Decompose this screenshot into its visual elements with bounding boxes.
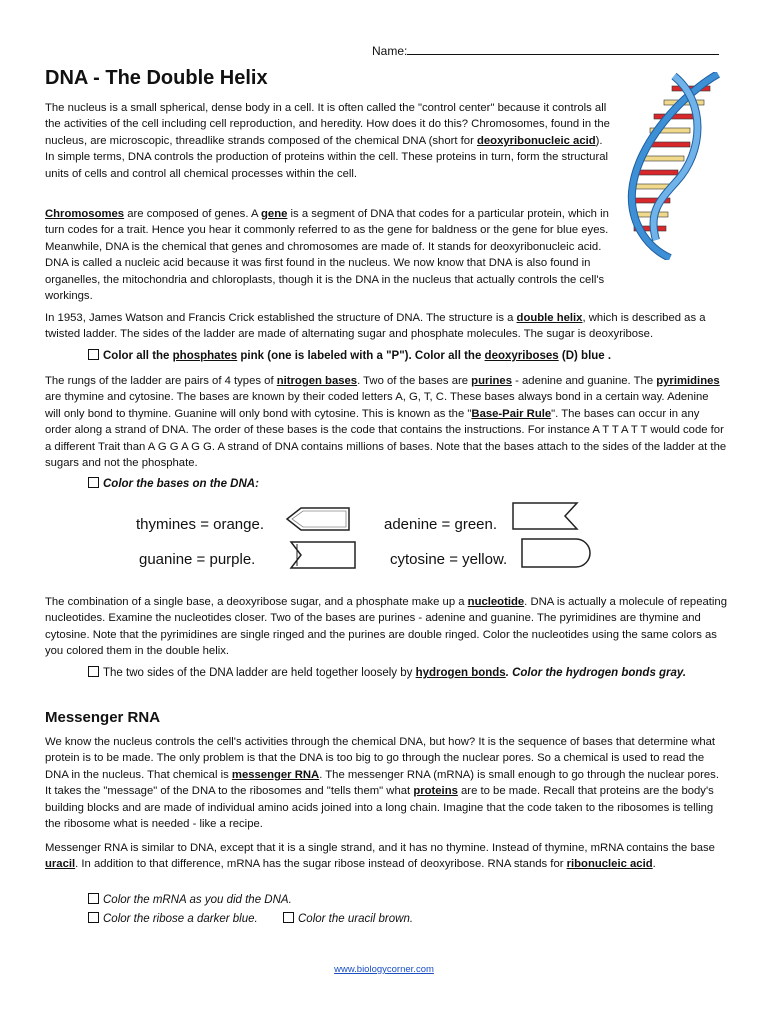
text-run: pink (one is labeled with a "P"). Color all the bbox=[237, 350, 485, 362]
term-base-pair-rule: Base-Pair Rule bbox=[471, 407, 552, 420]
checkbox[interactable] bbox=[88, 349, 99, 360]
text-run: The two sides of the DNA ladder are held together loosely by bbox=[103, 667, 416, 679]
name-blank-line[interactable] bbox=[407, 43, 719, 55]
text-run: In 1953, James Watson and Francis Crick established the structure of DNA. The structure is a bbox=[45, 312, 517, 324]
checkbox[interactable] bbox=[283, 912, 294, 923]
term-deoxyribonucleic-acid: deoxyribonucleic acid bbox=[476, 134, 596, 147]
term-nucleotide: nucleotide bbox=[467, 596, 525, 608]
text-run: are thymine and cytosine. The bases are known by their coded letters A, G, T, C. These bases always bond in a certain way. Adenine will only bond to thymine. Guanine will only bond with cytosine. This is known as the " bbox=[45, 391, 709, 420]
structure-paragraph bbox=[45, 310, 727, 343]
adenine-shape-icon bbox=[511, 501, 581, 531]
thymine-shape-icon bbox=[285, 506, 351, 532]
text-run: . The messenger RNA (mRNA) is small enough to go through the nuclear pores. It takes the "message" of the DNA to the ribosomes and "tells them" what bbox=[45, 768, 719, 798]
text-run: is a segment of DNA that codes for a particular protein, which in turn codes for a trait. Hence you hear it commonly referred to as the gene for baldness or the gene for blue eyes. Meanwhile, DNA is the chemical that genes and chromosomes are made of. It stands for deoxyribonucleic acid. DNA is called a nucleic acid because it was first found in the nucleus. We now know that DNA is also found in organelles, the mitochondria and chloroplasts, though it is the DNA in the nucleus that actually controls the cell's workings. bbox=[45, 208, 609, 303]
page-title: DNA - The Double Helix bbox=[45, 67, 268, 89]
text-run: ). In simple terms, DNA controls the production of proteins within the cell. These proteins in turn, form the structural units of cells and control all chemical processes within the cell. bbox=[45, 134, 609, 180]
task-color-mrna bbox=[88, 893, 292, 906]
name-field-row bbox=[372, 43, 719, 58]
term-chromosomes: Chromosomes bbox=[45, 208, 125, 220]
text-run: Color all the bbox=[103, 350, 173, 362]
term-double-helix: double helix bbox=[516, 312, 583, 324]
text-run: , which is described as a twisted ladder. The sides of the ladder are made of alternating sugar and phosphate molecules. The sugar is deoxyribose. bbox=[45, 312, 706, 341]
term-hydrogen-bonds: hydrogen bonds bbox=[415, 667, 506, 679]
checkbox[interactable] bbox=[88, 477, 99, 488]
term-uracil: uracil bbox=[45, 858, 76, 871]
term-deoxyriboses: deoxyriboses bbox=[484, 350, 559, 362]
mrna-paragraph bbox=[45, 734, 727, 832]
task-color-phosphates bbox=[88, 349, 611, 362]
term-phosphates: phosphates bbox=[172, 350, 238, 362]
text-run: Color the ribose a darker blue. bbox=[103, 913, 258, 925]
text-run: Color the uracil brown. bbox=[298, 913, 414, 925]
term-nitrogen-bases: nitrogen bases bbox=[276, 375, 358, 387]
text-run: are composed of genes. A bbox=[124, 208, 262, 220]
text-run: Messenger RNA is similar to DNA, except that it is a single strand, and it has no thymine. Instead of thymine, mRNA contains the base bbox=[45, 842, 715, 854]
text-run: . Color the hydrogen bonds gray. bbox=[505, 667, 687, 679]
text-run: Color the mRNA as you did the DNA. bbox=[103, 894, 292, 906]
term-pyrimidines: pyrimidines bbox=[656, 375, 720, 387]
text-run: are to be made. Recall that proteins are the body's building blocks and are made of individual amino acids joined into a long chain. Imagine that the code taken to the ribosomes is telling the ribosome what is needed - like a recipe. bbox=[45, 785, 714, 831]
section-heading-messenger-rna: Messenger RNA bbox=[45, 709, 161, 726]
task-color-bases bbox=[88, 477, 259, 490]
key-cytosine: cytosine = yellow. bbox=[390, 551, 508, 568]
nucleotide-paragraph bbox=[45, 594, 727, 660]
text-run: We know the nucleus controls the cell's activities through the chemical DNA, but how? It is the sequence of bases that determine what protein is to be made. The only problem is that the DNA is too big to go through the nuclear pores. So a chemical is used to read the DNA in the nucleus. That chemical is bbox=[45, 736, 716, 781]
key-adenine: adenine = green. bbox=[384, 516, 498, 533]
text-run: The combination of a single base, a deoxyribose sugar, and a phosphate make up a bbox=[45, 596, 468, 608]
term-purines: purines bbox=[471, 375, 512, 387]
checkbox[interactable] bbox=[88, 912, 99, 923]
term-gene: gene bbox=[261, 208, 288, 220]
term-ribonucleic-acid: ribonucleic acid bbox=[566, 858, 653, 871]
task-color-ribose bbox=[88, 912, 258, 925]
text-run: (D) blue . bbox=[558, 350, 612, 362]
term-messenger-rna: messenger RNA bbox=[231, 768, 320, 781]
key-guanine: guanine = purple. bbox=[139, 551, 256, 568]
key-thymine: thymines = orange. bbox=[136, 516, 264, 533]
text-run: - adenine and guanine. The bbox=[511, 375, 657, 387]
bases-paragraph bbox=[45, 373, 727, 471]
text-run: . Two of the bases are bbox=[357, 375, 472, 387]
task-color-uracil bbox=[283, 912, 413, 925]
cytosine-shape-icon bbox=[520, 537, 596, 569]
chromosomes-paragraph bbox=[45, 206, 615, 304]
name-label: Name: bbox=[372, 44, 408, 58]
dna-helix-illustration bbox=[626, 72, 726, 260]
term-proteins: proteins bbox=[413, 785, 458, 798]
text-run: The rungs of the ladder are pairs of 4 types of bbox=[45, 375, 277, 387]
guanine-shape-icon bbox=[289, 540, 359, 570]
task-color-hydrogen-bonds bbox=[45, 665, 725, 682]
text-run: . DNA is actually a molecule of repeating nucleotides. Examine the nucleotides closer. Two of the bases are purines - adenine and guanine. The pyrimidines are thymine and cytosine. Note that the pyrimidines are single ringed and the purines are double ringed. Color the nucleotides using the same colors as you colored them in the double helix. bbox=[45, 596, 727, 658]
text-run: The nucleus is a small spherical, dense body in a cell. It is often called the "control center" because it controls all the activities of the cell including cell reproduction, and heredity. How does it do this? Chromosomes, found in the nucleus, are microscopic, threadlike strands composed of the chemical DNA (short for bbox=[45, 102, 610, 147]
text-run: Color the bases on the DNA: bbox=[103, 478, 259, 490]
text-run: . bbox=[652, 858, 656, 871]
footer-link[interactable]: www.biologycorner.com bbox=[334, 964, 434, 975]
text-run: ". The bases can occur in any order along a strand of DNA. The order of these bases is the code that contains the instructions. For instance A T T A T T would code for a different Trait than A G G A G G. A strand of DNA contains millions of bases. Note that the bases attach to the sides of the ladder at the sugars and not the phosphate. bbox=[45, 407, 727, 470]
checkbox[interactable] bbox=[88, 666, 99, 677]
intro-paragraph bbox=[45, 100, 615, 182]
rna-difference-paragraph bbox=[45, 840, 727, 873]
text-run: . In addition to that difference, mRNA has the sugar ribose instead of deoxyribose. RNA stands for bbox=[75, 858, 567, 871]
checkbox[interactable] bbox=[88, 893, 99, 904]
